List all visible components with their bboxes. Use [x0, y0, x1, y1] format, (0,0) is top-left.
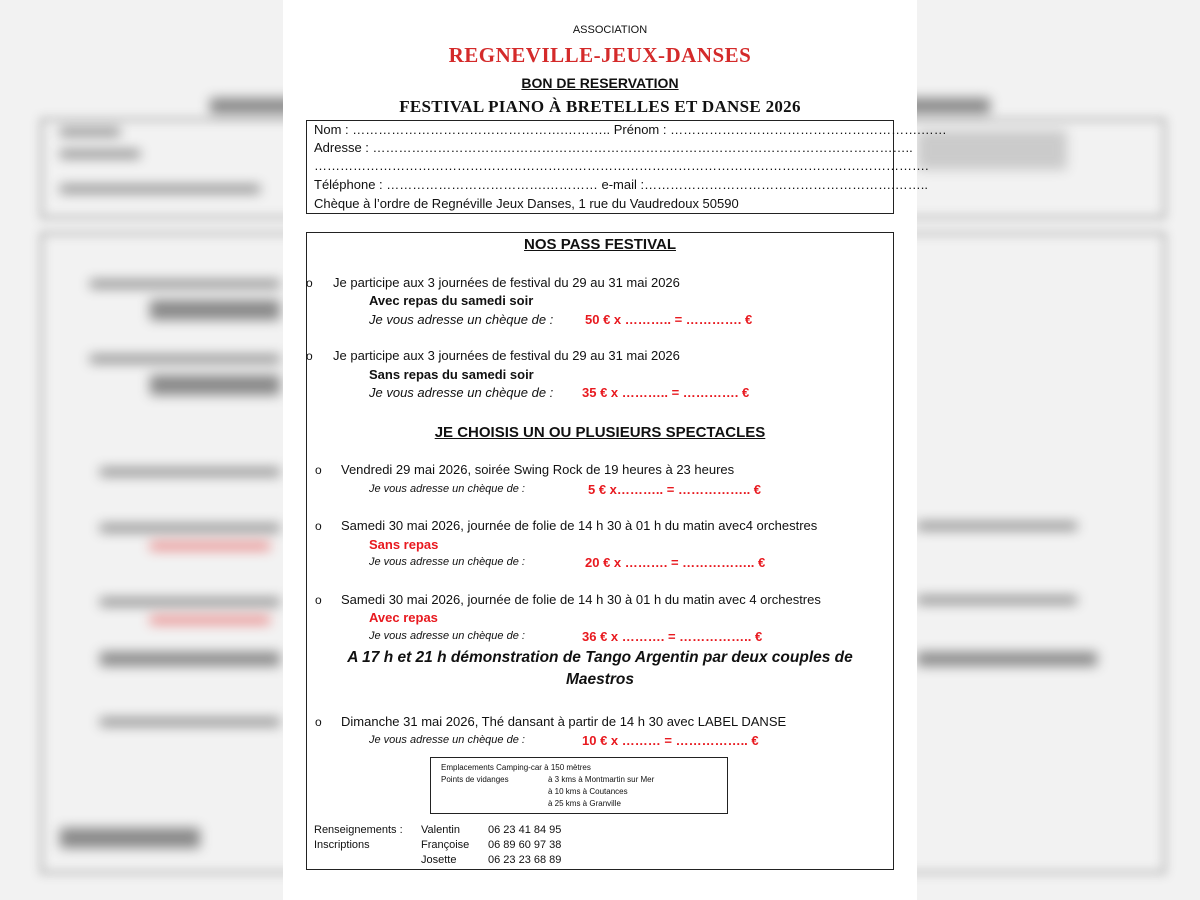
- cheque-label: Je vous adresse un chèque de :: [369, 556, 525, 568]
- show-item-text: Dimanche 31 mai 2026, Thé dansant à partir de 14 h 30 avec LABEL DANSE: [341, 714, 787, 729]
- dump-station-label: Points de vidanges: [441, 775, 509, 784]
- show-item-option: Avec repas: [369, 610, 438, 625]
- show-item-option: Sans repas: [369, 537, 439, 552]
- cheque-label: Je vous adresse un chèque de :: [369, 483, 525, 495]
- address-field-line2[interactable]: …………………………………………………………………………………………………………………………….: [314, 158, 929, 173]
- festival-title: FESTIVAL PIANO À BRETELLES ET DANSE 2026: [399, 97, 801, 116]
- contact-name: Josette: [421, 854, 457, 866]
- checkbox-bullet[interactable]: o: [315, 463, 322, 477]
- show-item-text: Samedi 30 mai 2026, journée de folie de 14 h 30 à 01 h du matin avec 4 orchestres: [341, 592, 821, 607]
- camping-text: Emplacements Camping-car à 150 mètres: [441, 763, 591, 772]
- price-line[interactable]: 5 € x……….. = …………….. €: [588, 482, 762, 497]
- checkbox-bullet[interactable]: o: [306, 349, 313, 363]
- checkbox-bullet[interactable]: o: [315, 519, 322, 533]
- price-line[interactable]: 10 € x ……… = …………….. €: [582, 733, 759, 748]
- pass-item-text: Je participe aux 3 journées de festival du 29 au 31 mai 2026: [333, 348, 680, 363]
- show-item-text: Samedi 30 mai 2026, journée de folie de 14 h 30 à 01 h du matin avec4 orchestres: [341, 518, 818, 533]
- price-line[interactable]: 35 € x ……….. = …………. €: [582, 385, 750, 400]
- show-item-text: Vendredi 29 mai 2026, soirée Swing Rock de 19 heures à 23 heures: [341, 462, 735, 477]
- shows-section-title: JE CHOISIS UN OU PLUSIEURS SPECTACLES: [434, 424, 766, 441]
- tango-announcement-cont: Maestros: [565, 671, 635, 688]
- price-line[interactable]: 20 € x ………. = …………….. €: [585, 555, 766, 570]
- price-line[interactable]: 36 € x ………. = …………….. €: [582, 629, 763, 644]
- contact-phone: 06 23 41 84 95: [488, 824, 562, 836]
- contact-name: Françoise: [421, 839, 470, 851]
- tango-announcement: A 17 h et 21 h démonstration de Tango Argentin par deux couples de: [347, 649, 853, 666]
- info-label: Renseignements :: [314, 824, 403, 836]
- cheque-payee-text: Chèque à l’ordre de Regnéville Jeux Danses, 1 rue du Vaudredoux 50590: [314, 196, 739, 211]
- checkbox-bullet[interactable]: o: [306, 276, 313, 290]
- association-name: REGNEVILLE-JEUX-DANSES: [448, 43, 752, 67]
- checkbox-bullet[interactable]: o: [315, 715, 322, 729]
- pass-item-text: Je participe aux 3 journées de festival du 29 au 31 mai 2026: [333, 275, 680, 290]
- contact-name: Valentin: [421, 824, 460, 836]
- address-field[interactable]: Adresse : ……………………………………………………………………………………………………………..: [314, 140, 913, 155]
- pass-item-option: Avec repas du samedi soir: [369, 293, 534, 308]
- cheque-label: Je vous adresse un chèque de :: [369, 734, 525, 746]
- price-line[interactable]: 50 € x ……….. = …………. €: [585, 312, 753, 327]
- dump-station-place: à 3 kms à Montmartin sur Mer: [548, 775, 655, 784]
- cheque-label: Je vous adresse un chèque de :: [369, 385, 554, 400]
- phone-email-field[interactable]: Téléphone : ……………………………….………… e-mail :………………………………………………….……..: [314, 177, 928, 192]
- contact-phone: 06 23 23 68 89: [488, 854, 562, 866]
- cheque-label: Je vous adresse un chèque de :: [369, 630, 525, 642]
- registration-label: Inscriptions: [314, 839, 370, 851]
- dump-station-place: à 10 kms à Coutances: [548, 787, 628, 796]
- checkbox-bullet[interactable]: o: [315, 593, 322, 607]
- cheque-label: Je vous adresse un chèque de :: [369, 312, 554, 327]
- contact-phone: 06 89 60 97 38: [488, 839, 562, 851]
- name-firstname-field[interactable]: Nom : ………………………………………….……….. Prénom : ………………………………………………….……: [314, 122, 947, 137]
- form-title: BON DE RESERVATION: [521, 75, 679, 91]
- pass-item-option: Sans repas du samedi soir: [369, 367, 534, 382]
- dump-station-place: à 25 kms à Granville: [548, 799, 621, 808]
- association-label: ASSOCIATION: [572, 24, 648, 36]
- pass-section-title: NOS PASS FESTIVAL: [524, 236, 676, 253]
